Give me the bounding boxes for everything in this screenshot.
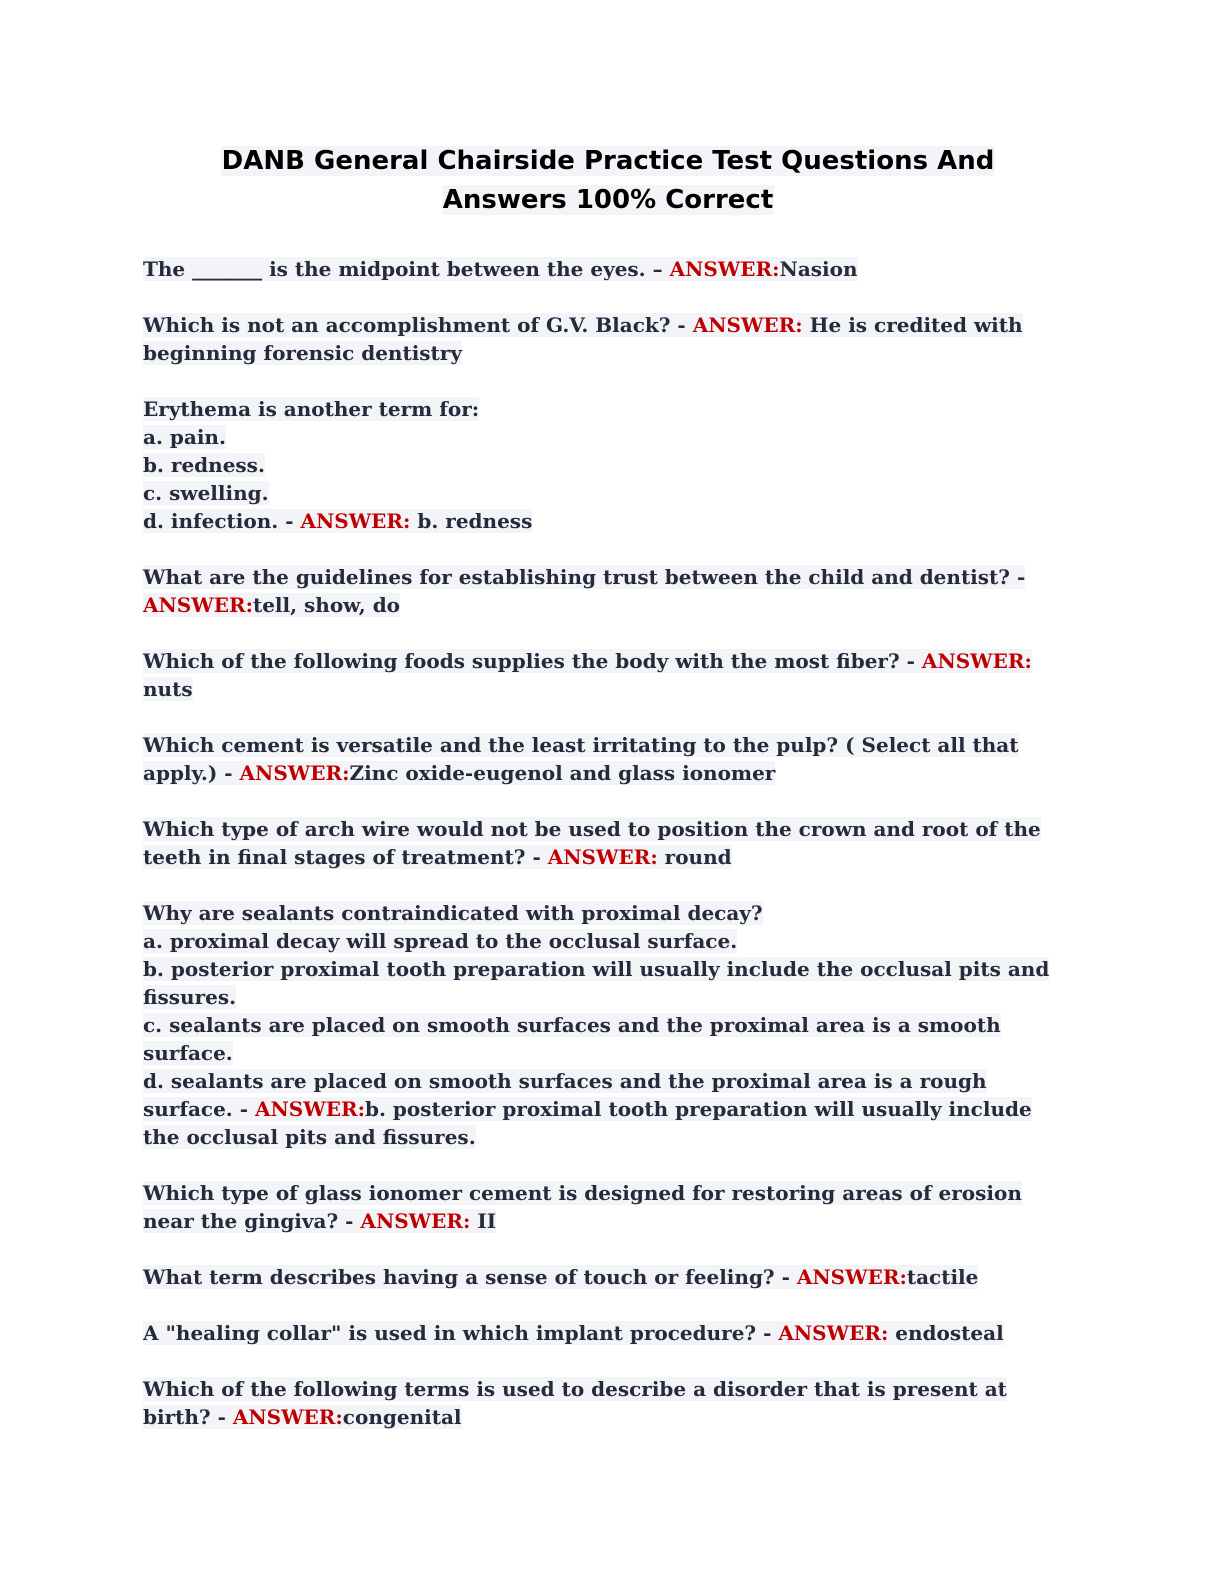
qa-item [143, 1263, 1073, 1291]
question-line: d. infection. - [143, 509, 301, 533]
title-line-1: DANB General Chairside Practice Test Questions And [221, 146, 995, 176]
qa-text [143, 817, 1041, 869]
question-line: d. sealants are placed on smooth surfaces and the proximal area is a rough surface. - [143, 1069, 987, 1121]
qa-text [143, 1321, 1004, 1345]
answer-text: endosteal [888, 1321, 1004, 1345]
answer-text: b. redness [410, 509, 533, 533]
answer-text: He is credited with beginning forensic dentistry [143, 313, 1023, 365]
question-line: a. proximal decay will spread to the occlusal surface. [143, 929, 738, 953]
answer-label: ANSWER: [669, 257, 780, 281]
qa-text [143, 649, 1032, 701]
qa-item [143, 395, 1073, 535]
qa-text [143, 313, 1023, 365]
answer-text: congenital [342, 1405, 462, 1429]
answer-label: ANSWER: [239, 761, 350, 785]
qa-text [143, 1377, 1007, 1429]
answer-text: round [657, 845, 732, 869]
answer-label: ANSWER: [921, 649, 1032, 673]
answer-label: ANSWER: [796, 1265, 907, 1289]
question-line: c. swelling. [143, 481, 269, 505]
answer-label: ANSWER: [547, 845, 658, 869]
answer-label: ANSWER: [300, 509, 411, 533]
answer-label: ANSWER: [143, 593, 253, 617]
qa-text [143, 257, 858, 281]
qa-text [143, 1265, 978, 1289]
answer-label: ANSWER: [692, 313, 803, 337]
qa-text [143, 565, 1025, 617]
title-line-2: Answers 100% Correct [442, 185, 774, 215]
question-line: What are the guidelines for establishing trust between the child and dentist? - [143, 565, 1026, 589]
qa-text [143, 397, 532, 533]
answer-text: Zinc oxide-eugenol and glass ionomer [349, 761, 776, 785]
qa-text [143, 901, 1049, 1149]
document-title [143, 142, 1073, 220]
answer-text: nuts [143, 677, 193, 701]
qa-item [143, 1179, 1073, 1235]
document-page [143, 142, 1073, 1459]
answer-text: tactile [906, 1265, 979, 1289]
qa-item [143, 1375, 1073, 1431]
question-line: b. posterior proximal tooth preparation will usually include the occlusal pits and fissures. [143, 957, 1050, 1009]
qa-text [143, 1181, 1022, 1233]
question-line: a. pain. [143, 425, 226, 449]
question-line: c. sealants are placed on smooth surfaces and the proximal area is a smooth surface. [143, 1013, 1001, 1065]
qa-item [143, 311, 1073, 367]
question-line: Which cement is versatile and the least irritating to the pulp? ( Select all that apply.) - [143, 733, 1019, 785]
question-line: A "healing collar" is used in which implant procedure? - [143, 1321, 779, 1345]
qa-item [143, 731, 1073, 787]
question-line: Why are sealants contraindicated with proximal decay? [143, 901, 763, 925]
qa-item [143, 563, 1073, 619]
qa-item [143, 899, 1073, 1151]
question-line: Which type of glass ionomer cement is designed for restoring areas of erosion near the gingiva? - [143, 1181, 1022, 1233]
answer-text: b. posterior proximal tooth preparation will usually include the occlusal pits and fissures. [143, 1097, 1032, 1149]
question-line: Which of the following foods supplies the body with the most fiber? - [143, 649, 922, 673]
answer-label: ANSWER: [360, 1209, 471, 1233]
answer-label: ANSWER: [778, 1321, 889, 1345]
answer-label: ANSWER: [232, 1405, 343, 1429]
question-line: b. redness. [143, 453, 265, 477]
answer-text: tell, show, do [252, 593, 401, 617]
question-line: Erythema is another term for: [143, 397, 480, 421]
answer-text: Nasion [779, 257, 858, 281]
question-line: Which of the following terms is used to describe a disorder that is present at birth? - [143, 1377, 1007, 1429]
qa-item [143, 1319, 1073, 1347]
question-line: The _______ is the midpoint between the eyes. – [143, 257, 670, 281]
qa-text [143, 733, 1019, 785]
qa-item [143, 647, 1073, 703]
question-line: Which type of arch wire would not be used to position the crown and root of the teeth in final stages of treatment? - [143, 817, 1041, 869]
answer-text: II [470, 1209, 497, 1233]
answer-label: ANSWER: [255, 1097, 365, 1121]
qa-item [143, 815, 1073, 871]
question-line: Which is not an accomplishment of G.V. Black? - [143, 313, 693, 337]
qa-item [143, 255, 1073, 283]
question-line: What term describes having a sense of touch or feeling? - [143, 1265, 797, 1289]
qa-list [143, 255, 1073, 1431]
